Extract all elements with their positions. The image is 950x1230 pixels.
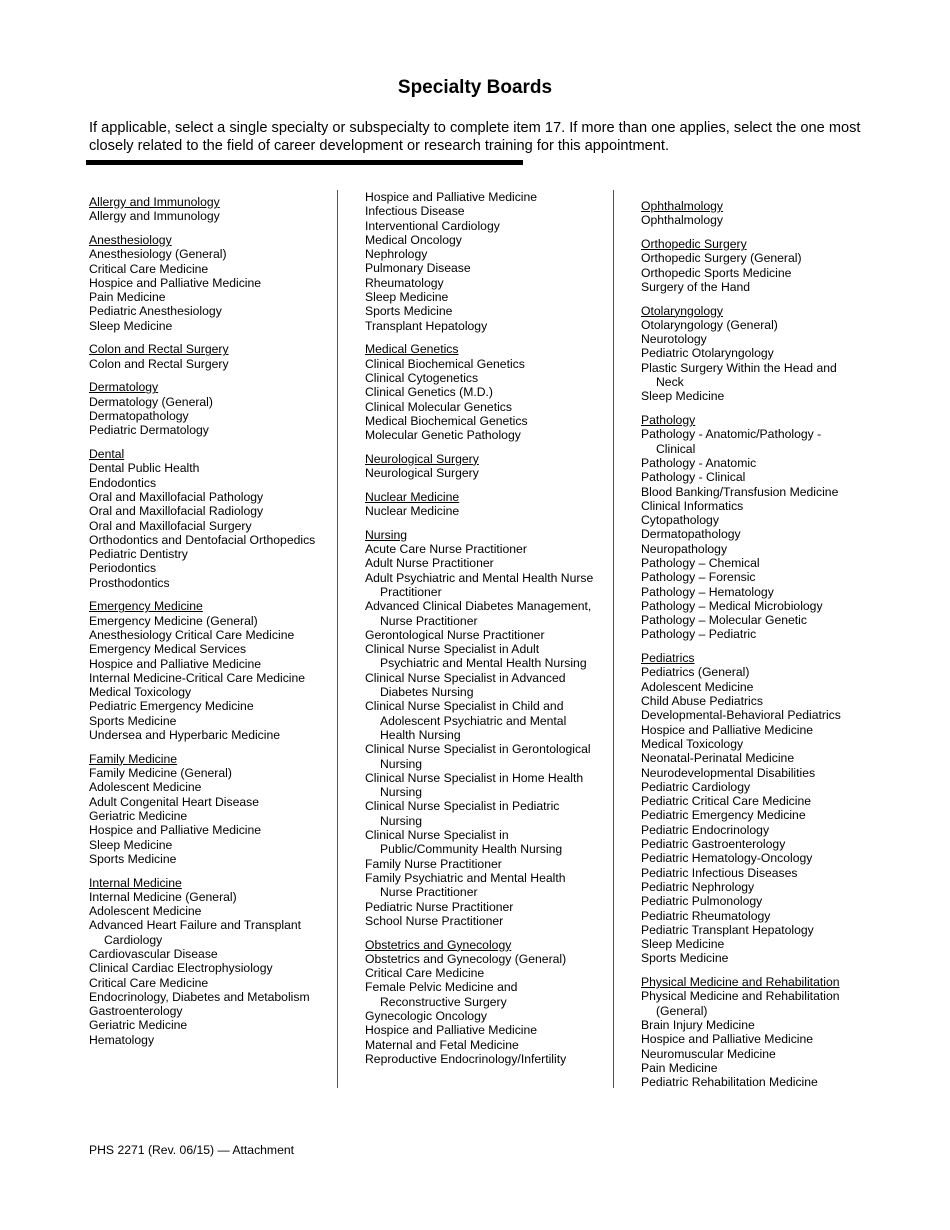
- specialty-item: Oral and Maxillofacial Surgery: [89, 518, 252, 533]
- specialty-item: Family Nurse Practitioner: [365, 856, 502, 871]
- specialty-item: Medical Oncology: [365, 232, 462, 247]
- specialty-item: Hematology: [89, 1032, 155, 1047]
- specialty-column-1: [89, 195, 329, 1056]
- section-heading: Otolaryngology: [641, 303, 723, 318]
- specialty-item: Pulmonary Disease: [365, 261, 471, 276]
- specialty-item: Adult Congenital Heart Disease: [89, 794, 260, 809]
- column-divider: [613, 190, 614, 1088]
- section-heading: Family Medicine: [89, 751, 178, 766]
- specialty-item: Pediatric Endocrinology: [641, 822, 770, 837]
- specialty-item: Pathology - Clinical: [641, 470, 746, 485]
- specialty-item: Pathology – Medical Microbiology: [641, 598, 823, 613]
- specialty-item: Pediatric Pulmonology: [641, 894, 763, 909]
- section-heading: Colon and Rectal Surgery: [89, 342, 229, 357]
- specialty-item: School Nurse Practitioner: [365, 913, 504, 928]
- section-heading: Emergency Medicine: [89, 599, 203, 614]
- specialty-item: Pediatric Dentistry: [89, 547, 188, 562]
- specialty-column-2: [365, 190, 595, 1076]
- specialty-item: Interventional Cardiology: [365, 218, 500, 233]
- section-heading: Pathology: [641, 413, 696, 428]
- specialty-item: Neuromuscular Medicine: [641, 1046, 776, 1061]
- specialty-item: Pediatric Nurse Practitioner: [365, 899, 514, 914]
- specialty-item: Ophthalmology: [641, 213, 723, 228]
- page-title: Specialty Boards: [397, 77, 553, 98]
- specialty-item: Pediatric Transplant Hepatology: [641, 922, 814, 937]
- specialty-section: [89, 876, 329, 1048]
- specialty-item: Hospice and Palliative Medicine: [365, 1023, 538, 1038]
- specialty-item: Allergy and Immunology: [89, 209, 220, 224]
- specialty-item: Clinical Nurse Specialist in Advanced Diabetes Nursing: [365, 670, 566, 700]
- specialty-section: [89, 380, 329, 437]
- specialty-item: Anesthesiology (General): [89, 247, 227, 262]
- specialty-section: [89, 233, 329, 333]
- specialty-item: Transplant Hepatology: [365, 318, 488, 333]
- specialty-item: Clinical Nurse Specialist in Adult Psychiatric and Mental Health Nursing: [365, 642, 587, 671]
- specialty-item: Endocrinology, Diabetes and Metabolism: [89, 989, 310, 1004]
- specialty-item: Obstetrics and Gynecology (General): [365, 951, 567, 966]
- column-divider: [337, 190, 338, 1088]
- specialty-item: Dermatopathology: [89, 409, 189, 424]
- section-heading: Obstetrics and Gynecology: [365, 937, 512, 952]
- specialty-column-3: [641, 199, 861, 1099]
- specialty-item: Otolaryngology (General): [641, 317, 778, 332]
- specialty-item: Pediatric Critical Care Medicine: [641, 794, 812, 809]
- specialty-item: Medical Toxicology: [641, 736, 744, 751]
- specialty-item: Sleep Medicine: [89, 837, 173, 852]
- specialty-item: Pathology – Hematology: [641, 584, 774, 599]
- specialty-item: Gastroenterology: [89, 1004, 183, 1019]
- section-heading: Pediatrics: [641, 651, 695, 666]
- specialty-item: Reproductive Endocrinology/Infertility: [365, 1051, 567, 1066]
- specialty-item: Clinical Molecular Genetics: [365, 399, 512, 414]
- specialty-item: Colon and Rectal Surgery: [89, 356, 229, 371]
- specialty-section: [89, 342, 329, 371]
- section-heading: Nuclear Medicine: [365, 489, 460, 504]
- specialty-item: Critical Care Medicine: [89, 975, 209, 990]
- specialty-item: Sports Medicine: [89, 851, 177, 866]
- specialty-item: Orthodontics and Dentofacial Orthopedics: [89, 532, 316, 547]
- specialty-item: Clinical Nurse Specialist in Gerontological Nursing: [365, 742, 591, 771]
- specialty-item: Adult Nurse Practitioner: [365, 556, 494, 571]
- specialty-item: Pediatrics (General): [641, 665, 750, 680]
- section-heading: Dental: [89, 447, 125, 462]
- specialty-section: [89, 599, 329, 742]
- specialty-item: Sports Medicine: [641, 951, 729, 966]
- section-heading: Orthopedic Surgery: [641, 236, 747, 251]
- specialty-item: Pathology – Forensic: [641, 570, 756, 585]
- specialty-item: Hospice and Palliative Medicine: [89, 656, 262, 671]
- section-heading: Nursing: [365, 527, 407, 542]
- specialty-item: Neurodevelopmental Disabilities: [641, 765, 816, 780]
- specialty-item: Pediatric Cardiology: [641, 779, 751, 794]
- specialty-item: Advanced Clinical Diabetes Management, Nurse Practitioner: [365, 599, 592, 628]
- specialty-item: Pediatric Emergency Medicine: [89, 699, 254, 714]
- specialty-item: Pain Medicine: [89, 290, 166, 305]
- specialty-item: Pediatric Rheumatology: [641, 908, 771, 923]
- specialty-section: [89, 195, 329, 224]
- specialty-item: Acute Care Nurse Practitioner: [365, 542, 527, 557]
- specialty-item: Medical Toxicology: [89, 685, 192, 700]
- specialty-item: Cardiovascular Disease: [89, 946, 218, 961]
- heading-rule: [86, 160, 523, 165]
- specialty-item: Pediatric Otolaryngology: [641, 346, 774, 361]
- specialty-item: Molecular Genetic Pathology: [365, 428, 521, 443]
- specialty-item: Clinical Cardiac Electrophysiology: [89, 961, 273, 976]
- specialty-item: Sports Medicine: [89, 713, 177, 728]
- specialty-item: Clinical Biochemical Genetics: [365, 356, 525, 371]
- section-heading: Physical Medicine and Rehabilitation: [641, 975, 840, 990]
- specialty-section: [89, 447, 329, 590]
- specialty-item: Geriatric Medicine: [89, 808, 188, 823]
- specialty-item: Family Medicine (General): [89, 766, 232, 781]
- specialty-item: Adolescent Medicine: [641, 679, 754, 694]
- specialty-item: Hospice and Palliative Medicine: [89, 275, 262, 290]
- specialty-item: Brain Injury Medicine: [641, 1017, 755, 1032]
- specialty-item: Hospice and Palliative Medicine: [641, 1032, 814, 1047]
- specialty-item: Cytopathology: [641, 513, 719, 528]
- specialty-item: Undersea and Hyperbaric Medicine: [89, 728, 281, 743]
- specialty-item: Anesthesiology Critical Care Medicine: [89, 627, 295, 642]
- specialty-item: Emergency Medical Services: [89, 642, 247, 657]
- specialty-item: Sleep Medicine: [89, 318, 173, 333]
- specialty-section: [641, 413, 861, 642]
- section-heading: Dermatology: [89, 380, 159, 395]
- specialty-item: Sleep Medicine: [365, 290, 449, 305]
- specialty-item: Infectious Disease: [365, 204, 465, 219]
- specialty-item: Nuclear Medicine: [365, 504, 460, 519]
- specialty-item: Prosthodontics: [89, 575, 170, 590]
- specialty-item: Blood Banking/Transfusion Medicine: [641, 484, 839, 499]
- specialty-item: Pediatric Anesthesiology: [89, 304, 222, 319]
- specialty-item: Adolescent Medicine: [89, 780, 202, 795]
- specialty-item: Orthopedic Sports Medicine: [641, 265, 792, 280]
- specialty-section: [365, 938, 595, 1067]
- specialty-section: [641, 975, 861, 1089]
- specialty-item: Critical Care Medicine: [365, 966, 485, 981]
- specialty-item: Child Abuse Pediatrics: [641, 694, 763, 709]
- section-heading: Medical Genetics: [365, 342, 459, 357]
- section-heading: Anesthesiology: [89, 232, 172, 247]
- specialty-item: Pathology – Molecular Genetic: [641, 613, 807, 628]
- section-heading: Neurological Surgery: [365, 451, 479, 466]
- specialty-section: [365, 490, 595, 519]
- specialty-item: Clinical Genetics (M.D.): [365, 385, 493, 400]
- specialty-item: Neurological Surgery: [365, 466, 479, 481]
- specialty-item: Hospice and Palliative Medicine: [365, 190, 538, 204]
- specialty-item: Advanced Heart Failure and Transplant Cardiology: [89, 918, 302, 947]
- specialty-item: Sports Medicine: [365, 304, 453, 319]
- specialty-item: Critical Care Medicine: [89, 261, 209, 276]
- specialty-section: [641, 237, 861, 294]
- specialty-item: Pathology – Chemical: [641, 556, 760, 570]
- specialty-item: Neonatal-Perinatal Medicine: [641, 751, 795, 766]
- specialty-item: Pathology – Pediatric: [641, 627, 757, 642]
- section-heading: Internal Medicine: [89, 875, 182, 890]
- specialty-section: [641, 199, 861, 228]
- specialty-item: Sleep Medicine: [641, 937, 725, 952]
- specialty-section: [365, 190, 595, 333]
- specialty-item: Gerontological Nurse Practitioner: [365, 627, 545, 642]
- specialty-section: [89, 752, 329, 866]
- specialty-item: Pediatric Rehabilitation Medicine: [641, 1075, 818, 1090]
- section-heading: Ophthalmology: [641, 199, 723, 213]
- specialty-item: Clinical Nurse Specialist in Public/Community Health Nursing: [365, 828, 563, 857]
- specialty-item: Orthopedic Surgery (General): [641, 251, 802, 266]
- specialty-item: Clinical Nurse Specialist in Pediatric Nursing: [365, 799, 560, 828]
- specialty-item: Neurotology: [641, 332, 707, 347]
- specialty-item: Internal Medicine-Critical Care Medicine: [89, 670, 306, 685]
- specialty-section: [641, 651, 861, 966]
- specialty-item: Pathology - Anatomic: [641, 455, 757, 470]
- specialty-item: Geriatric Medicine: [89, 1018, 188, 1033]
- specialty-item: Hospice and Palliative Medicine: [641, 722, 814, 737]
- specialty-section: [365, 452, 595, 481]
- specialty-item: Maternal and Fetal Medicine: [365, 1037, 519, 1052]
- specialty-item: Pediatric Nephrology: [641, 879, 755, 894]
- specialty-item: Oral and Maxillofacial Radiology: [89, 504, 264, 519]
- specialty-item: Pediatric Hematology-Oncology: [641, 851, 813, 866]
- specialty-item: Oral and Maxillofacial Pathology: [89, 489, 264, 504]
- specialty-item: Sleep Medicine: [641, 389, 725, 404]
- specialty-item: Clinical Nurse Specialist in Child and Adolescent Psychiatric and Mental Health Nursing: [365, 699, 567, 742]
- specialty-item: Pediatric Infectious Diseases: [641, 865, 798, 880]
- specialty-item: Neuropathology: [641, 541, 728, 556]
- specialty-item: Endodontics: [89, 475, 157, 490]
- specialty-item: Gynecologic Oncology: [365, 1008, 487, 1023]
- specialty-item: Dental Public Health: [89, 461, 200, 476]
- specialty-item: Clinical Cytogenetics: [365, 370, 479, 385]
- specialty-item: Pediatric Dermatology: [89, 423, 209, 438]
- specialty-item: Dermatopathology: [641, 527, 741, 542]
- specialty-item: Hospice and Palliative Medicine: [89, 823, 262, 838]
- specialty-section: [641, 304, 861, 404]
- specialty-item: Developmental-Behavioral Pediatrics: [641, 708, 841, 723]
- specialty-item: Surgery of the Hand: [641, 279, 751, 294]
- specialty-item: Adult Psychiatric and Mental Health Nurse Practitioner: [365, 570, 594, 599]
- specialty-item: Female Pelvic Medicine and Reconstructive Surgery: [365, 980, 518, 1009]
- specialty-item: Nephrology: [365, 247, 428, 262]
- specialty-item: Internal Medicine (General): [89, 889, 237, 904]
- specialty-item: Rheumatology: [365, 275, 444, 290]
- specialty-item: Physical Medicine and Rehabilitation (General): [641, 989, 840, 1018]
- specialty-item: Pain Medicine: [641, 1060, 718, 1075]
- intro-text: If applicable, select a single specialty or subspecialty to complete item 17. If more than one applies, select the one most closely related to the field of career development or research training for this appointment.: [89, 120, 861, 154]
- specialty-item: Medical Biochemical Genetics: [365, 413, 528, 428]
- specialty-item: Pathology - Anatomic/Pathology - Clinical: [641, 427, 822, 456]
- specialty-section: [365, 528, 595, 928]
- specialty-item: Clinical Informatics: [641, 498, 744, 513]
- specialty-item: Periodontics: [89, 561, 157, 576]
- specialty-item: Family Psychiatric and Mental Health Nurse Practitioner: [365, 870, 566, 900]
- specialty-item: Pediatric Gastroenterology: [641, 837, 786, 852]
- form-footer: PHS 2271 (Rev. 06/15) — Attachment: [89, 1143, 295, 1157]
- specialty-item: Emergency Medicine (General): [89, 613, 258, 628]
- specialty-item: Dermatology (General): [89, 394, 213, 409]
- specialty-section: [365, 342, 595, 442]
- specialty-item: Pediatric Emergency Medicine: [641, 808, 806, 823]
- section-heading: Allergy and Immunology: [89, 195, 220, 209]
- specialty-item: Adolescent Medicine: [89, 904, 202, 919]
- specialty-item: Plastic Surgery Within the Head and Neck: [641, 360, 837, 390]
- specialty-item: Clinical Nurse Specialist in Home Health Nursing: [365, 770, 584, 800]
